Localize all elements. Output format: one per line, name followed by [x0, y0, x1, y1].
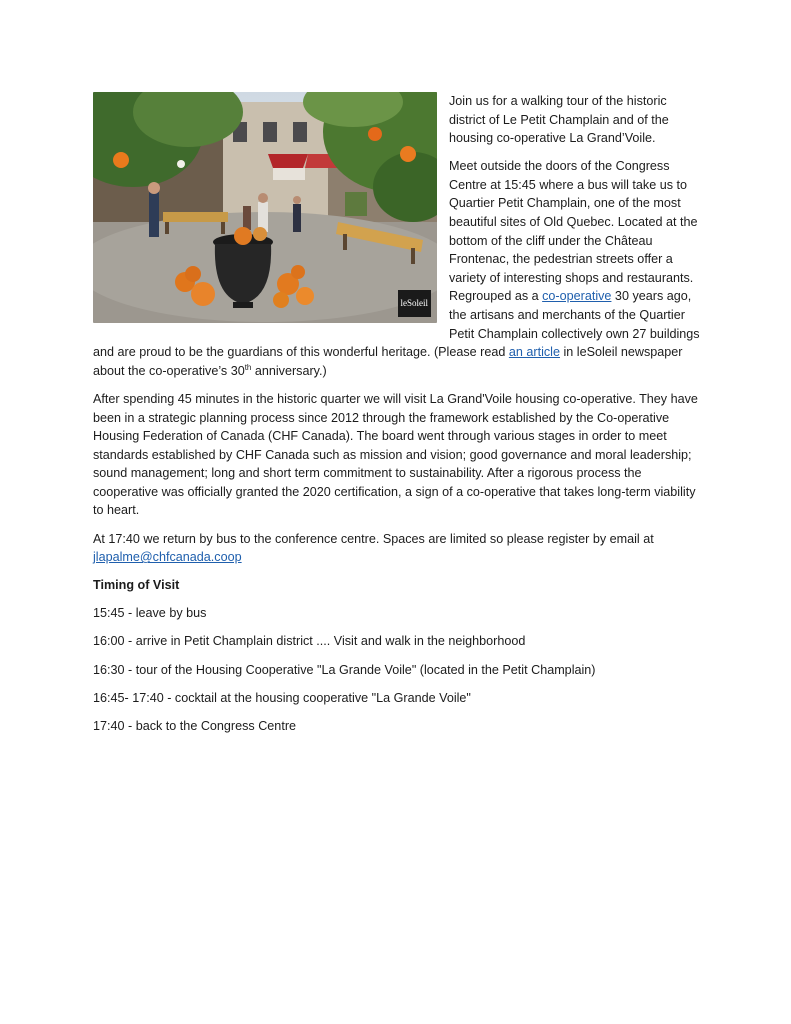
document-body — [93, 92, 700, 745]
timing-item: 15:45 - leave by bus — [93, 606, 207, 621]
timing-item: 16:30 - tour of the Housing Cooperative "La Grande Voile" (located in the Petit Champlain) — [93, 662, 596, 677]
meeting-text-1: Meet outside the doors of the Congress Centre at 15:45 where a bus will take us to Quartier Petit Champlain, one of the most beautiful sites of Old Quebec. Located at the bottom of the cliff under the Château Frontenac, the pedestrian streets offer a variety of interesting shops and restaurants. Regrouped as a — [449, 159, 698, 304]
article-link[interactable]: an article — [508, 345, 560, 360]
timing-heading: Timing of Visit — [93, 578, 180, 593]
petit-champlain-photo — [93, 92, 437, 323]
ordinal-superscript: th — [244, 362, 252, 372]
return-paragraph — [93, 530, 700, 567]
return-text: At 17:40 we return by bus to the conference centre. Spaces are limited so please register by email at — [93, 531, 654, 546]
co-operative-link[interactable]: co-operative — [542, 289, 612, 304]
meeting-text-3: in leSoleil newspaper about the co-operative’s 30 — [93, 345, 683, 378]
intro-paragraph: Join us for a walking tour of the historic district of Le Petit Champlain and of the housing co-operative La Grand’Voile. — [449, 94, 669, 146]
timing-item: 16:45- 17:40 - cocktail at the housing cooperative "La Grande Voile" — [93, 690, 471, 705]
email-link[interactable]: jlapalme@chfcanada.coop — [93, 550, 242, 565]
lesoleil-logo: leSoleil — [398, 290, 432, 317]
meeting-text-2: 30 years ago, the artisans and merchants of the Quartier Petit Champlain collectively own 27 buildings and are proud to be the guardians of this wonderful heritage. (Please read — [93, 289, 700, 360]
street-scene-illustration — [93, 92, 437, 323]
meeting-text-4: anniversary.) — [251, 363, 327, 378]
timing-item: 17:40 - back to the Congress Centre — [93, 718, 297, 733]
cooperative-paragraph: After spending 45 minutes in the historic quarter we will visit La Grand'Voile housing co-operative. They have been in a strategic planning process since 2012 through the framework established by the Co-operative Housing Federation of Canada (CHF Canada). The board went through various stages in order to meet standards established by CHF Canada such as mission and vision; good governance and moral leadership; sound management; long and short term commitment to sustainability. After a rigorous process the cooperative was officially granted the 2020 certification, a sign of a co-operative that takes long-term viability to heart. — [93, 391, 698, 518]
timing-item: 16:00 - arrive in Petit Champlain district .... Visit and walk in the neighborhood — [93, 634, 526, 649]
